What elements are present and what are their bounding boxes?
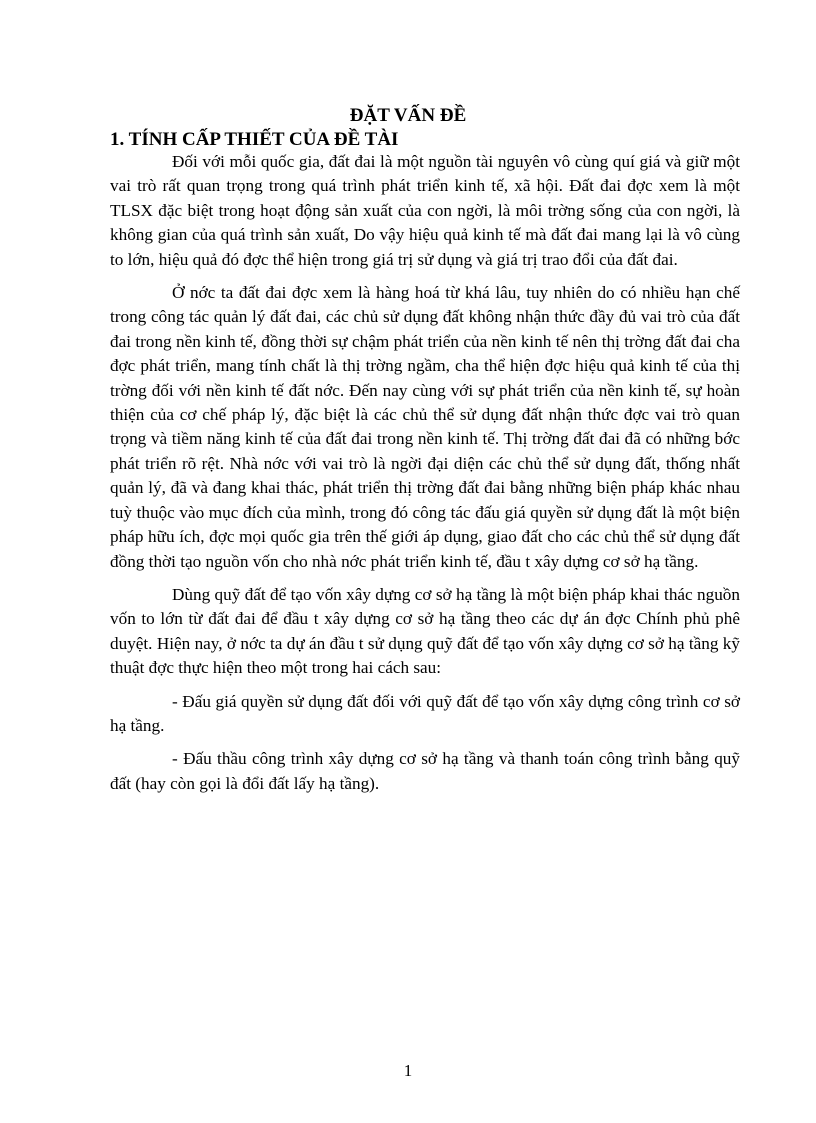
list-item-construction-bidding: - Đấu thầu công trình xây dựng cơ sở hạ tầng và thanh toán công trình bằng quỹ đất (hay còn gọi là đổi đất lấy hạ tầng). <box>110 749 740 793</box>
paragraph-land-market: Ở nớc ta đất đai đợc xem là hàng hoá từ khá lâu, tuy nhiên do có nhiều hạn chế trong công tác quản lý đất đai, các chủ sử dụng đất không nhận thức đầy đủ vai trò của đất đai trong nền kinh tế, đồng thời sự chậm phát triển của nền kinh tế nên thị trờng đất đai cha đợc phát triển, mang tính chất là thị trờng ngầm, cha thể hiện đợc hiệu quả kinh tế của thị trờng đối với nền kinh tế đất nớc. Đến nay cùng với sự phát triển của nền kinh tế, sự hoàn thiện của cơ chế pháp lý, đặc biệt là các chủ thể sử dụng đất nhận thức đợc vai trò quan trọng và tiềm năng kinh tế của đất đai trong nền kinh tế. Thị trờng đất đai đã có những bớc phát triển rõ rệt. Nhà nớc với vai trò là ngời đại diện các chủ thể sử dụng đất, thống nhất quản lý, đã và đang khai thác, phát triển thị trờng đất đai bằng những biện pháp khác nhau tuỳ thuộc vào mục đích của mình, trong đó công tác đấu giá quyền sử dụng đất là một biện pháp hữu ích, đợc mọi quốc gia trên thế giới áp dụng, giao đất cho các chủ thể sử dụng đất đồng thời tạo nguồn vốn cho nhà nớc phát triển kinh tế, đầu t xây dựng cơ sở hạ tầng. <box>110 283 740 571</box>
page-number: 1 <box>403 1061 413 1080</box>
section-heading: 1. TÍNH CẤP THIẾT CỦA ĐỀ TÀI <box>110 129 399 150</box>
document-title: ĐẶT VẤN ĐỀ <box>349 105 467 126</box>
list-item-land-use-auction: - Đấu giá quyền sử dụng đất đối với quỹ đất để tạo vốn xây dựng công trình cơ sở hạ tầng. <box>110 691 740 735</box>
paragraph-importance-of-land: Đối với mỗi quốc gia, đất đai là một nguồn tài nguyên vô cùng quí giá và giữ một vai trò rất quan trọng trong quá trình phát triển kinh tế, xã hội. Đất đai đợc xem là một TLSX đặc biệt trong hoạt động sản xuất của con ngời, là môi trờng sống của con ngời, là không gian của quá trình sản xuất, Do vậy hiệu quả kinh tế mà đất đai mang lại là vô cùng to lớn, hiệu quả đó đợc thể hiện trong giá trị sử dụng và giá trị trao đổi của đất đai. <box>110 152 740 269</box>
document-body <box>110 150 740 805</box>
paragraph-land-fund-for-infrastructure: Dùng quỹ đất để tạo vốn xây dựng cơ sở hạ tầng là một biện pháp khai thác nguồn vốn to lớn từ đất đai để đầu t xây dựng cơ sở hạ tầng theo các dự án đợc Chính phủ phê duyệt. Hiện nay, ở nớc ta dự án đầu t sử dụng quỹ đất để tạo vốn xây dựng cơ sở hạ tầng kỹ thuật đợc thực hiện theo một trong hai cách sau: <box>110 584 740 678</box>
